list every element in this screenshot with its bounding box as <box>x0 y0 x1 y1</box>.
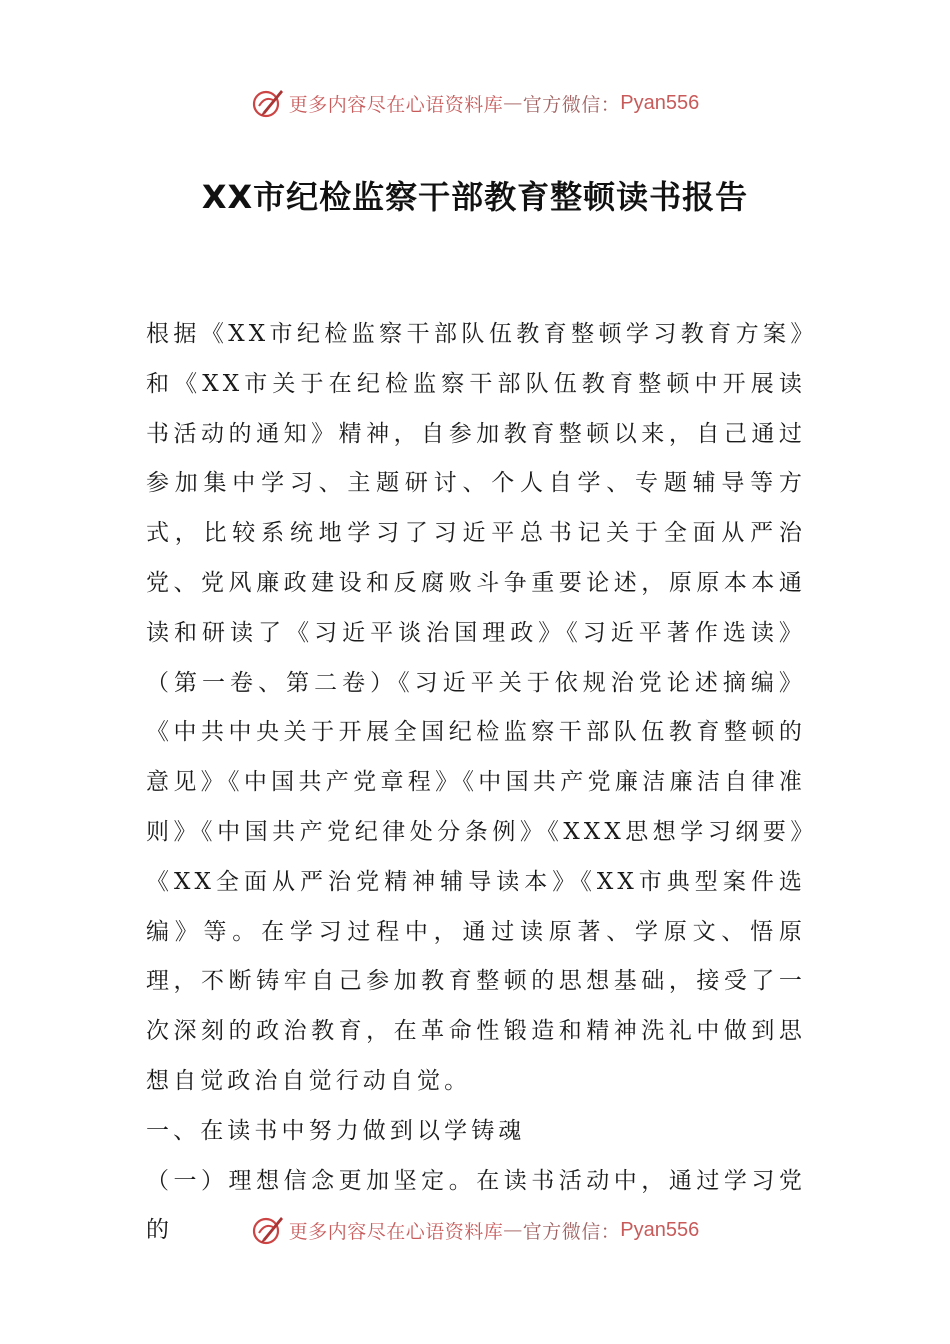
document-body <box>146 310 806 1256</box>
watermark-separator: — <box>503 1219 523 1241</box>
watermark-header <box>0 83 950 123</box>
body-paragraph-subsection-1: （一）理想信念更加坚定。在读书活动中，通过学习党的 <box>146 1167 806 1244</box>
watermark-handle: Pyan556 <box>620 1218 700 1241</box>
watermark-handle: Pyan556 <box>620 91 700 114</box>
watermark-separator: — <box>503 92 523 114</box>
watermark-text: 更多内容尽在心语资料库 <box>288 93 504 116</box>
watermark-official: 官方微信： <box>522 1220 621 1243</box>
watermark-text: 更多内容尽在心语资料库 <box>288 1220 504 1243</box>
watermark-official: 官方微信： <box>522 93 621 116</box>
watermark-footer <box>0 1210 950 1250</box>
pen-logo-icon <box>251 1213 285 1247</box>
section-heading-1: 一、在读书中努力做到以学铸魂 <box>146 1117 526 1144</box>
pen-logo-icon <box>251 86 285 120</box>
document-title: XX市纪检监察干部教育整顿读书报告 <box>201 178 749 216</box>
body-paragraph-intro: 根据《XX市纪检监察干部队伍教育整顿学习教育方案》和《XX市关于在纪检监察干部队伍教育整顿中开展读书活动的通知》精神，自参加教育整顿以来，自己通过参加集中学习、主题研讨、个人自学、专题辅导等方式，比较系统地学习了习近平总书记关于全面从严治党、党风廉政建设和反腐败斗争重要论述，原原本本通读和研读了《习近平谈治国理政》《习近平著作选读》（第一卷、第二卷）《习近平关于依规治党论述摘编》《中共中央关于开展全国纪检监察干部队伍教育整顿的意见》《中国共产党章程》《中国共产党廉洁廉洁自律准则》《中国共产党纪律处分条例》《XXX思想学习纲要》《XX全面从严治党精神辅导读本》《XX市典型案件选编》等。在学习过程中，通过读原著、学原文、悟原理，不断铸牢自己参加教育整顿的思想基础，接受了一次深刻的政治教育，在革命性锻造和精神洗礼中做到思想自觉政治自觉行动自觉。 <box>146 321 806 1094</box>
